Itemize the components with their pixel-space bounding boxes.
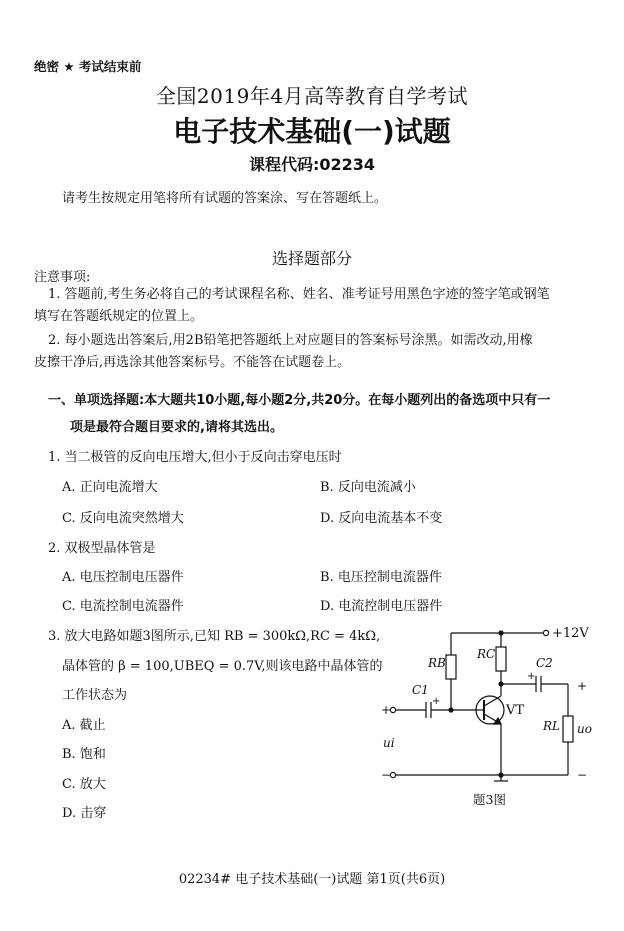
amplifier-circuit-diagram xyxy=(378,622,603,817)
note-item-1-cont: 填写在答题纸规定的位置上。 xyxy=(34,309,204,324)
q1-option-d: D. 反向电流基本不变 xyxy=(320,511,443,526)
q2-option-d: D. 电流控制电压器件 xyxy=(320,599,443,614)
answer-instruction: 请考生按规定用笔将所有试题的答案涂、写在答题纸上。 xyxy=(62,191,388,206)
rb-label: RB xyxy=(428,656,446,670)
rc-label: RC xyxy=(477,647,496,661)
uo-label: uo xyxy=(577,722,592,736)
q2-option-b: B. 电压控制电流器件 xyxy=(320,570,442,585)
note-item-2-cont: 皮擦干净后,再选涂其他答案标号。不能答在试题卷上。 xyxy=(34,355,351,370)
vcc-terminal xyxy=(543,630,548,635)
page-footer: 02234# 电子技术基础(一)试题 第1页(共6页) xyxy=(178,872,446,887)
question-3-stem: 3. 放大电路如题3图所示,已知 RB = 300kΩ,RC = 4kΩ, xyxy=(48,629,381,644)
rb-resistor xyxy=(446,655,456,679)
q2-option-c: C. 电流控制电流器件 xyxy=(62,599,184,614)
course-code: 课程代码:02234 xyxy=(248,155,376,174)
question-3-stem-line2: 晶体管的 β = 100,UBEQ = 0.7V,则该电路中晶体管的 xyxy=(62,659,383,674)
c2-label: C2 xyxy=(536,656,553,670)
q2-option-a: A. 电压控制电压器件 xyxy=(62,570,184,585)
subject-title: 电子技术基础(一)试题 xyxy=(173,115,451,148)
exam-title: 全国2019年4月高等教育自学考试 xyxy=(155,84,469,108)
vt-label: VT xyxy=(506,703,525,718)
part1-heading-cont: 项是最符合题目要求的,请将其选出。 xyxy=(70,420,283,435)
q1-option-b: B. 反向电流减小 xyxy=(320,480,416,495)
input-minus-label: − xyxy=(381,768,392,782)
rl-resistor xyxy=(563,716,573,742)
base-junction-dot xyxy=(449,708,453,712)
q1-option-c: C. 反向电流突然增大 xyxy=(62,511,184,526)
ui-label: ui xyxy=(383,736,395,750)
note-item-1: 1. 答题前,考生务必将自己的考试课程名称、姓名、准考证号用黑色字迹的签字笔或钢笔 xyxy=(48,287,550,302)
notes-heading: 注意事项: xyxy=(34,270,91,285)
figure-caption: 题3图 xyxy=(473,792,506,807)
part1-heading: 一、单项选择题:本大题共10小题,每小题2分,共20分。在每小题列出的备选项中只有一 xyxy=(48,393,551,408)
rc-resistor xyxy=(496,647,506,671)
c1-plus-mark: + xyxy=(432,696,441,707)
vcc-label: +12V xyxy=(552,626,589,641)
q3-option-c: C. 放大 xyxy=(62,777,106,792)
question-3-stem-line3: 工作状态为 xyxy=(62,688,128,703)
confidential-notice: 绝密 ★ 考试结束前 xyxy=(34,59,142,74)
q3-option-a: A. 截止 xyxy=(62,718,106,733)
rl-label: RL xyxy=(543,719,561,733)
note-item-2: 2. 每小题选出答案后,用2B铅笔把答题纸上对应题目的答案标号涂黑。如需改动,用橡 xyxy=(48,333,533,348)
question-2-stem: 2. 双极型晶体管是 xyxy=(48,541,156,556)
transistor-collector xyxy=(484,696,501,706)
output-plus-label: + xyxy=(577,679,588,693)
section-title: 选择题部分 xyxy=(271,249,352,268)
input-ground-terminal xyxy=(390,772,395,777)
input-plus-label: + xyxy=(381,703,392,717)
question-1-stem: 1. 当二极管的反向电压增大,但小于反向击穿电压时 xyxy=(48,450,342,465)
q3-option-b: B. 饱和 xyxy=(62,747,106,762)
input-terminal xyxy=(390,707,395,712)
q3-option-d: D. 击穿 xyxy=(62,806,107,821)
output-minus-label: − xyxy=(577,768,588,782)
q1-option-a: A. 正向电流增大 xyxy=(62,480,158,495)
c2-plus-mark: + xyxy=(527,671,536,682)
c1-label: C1 xyxy=(412,683,429,697)
